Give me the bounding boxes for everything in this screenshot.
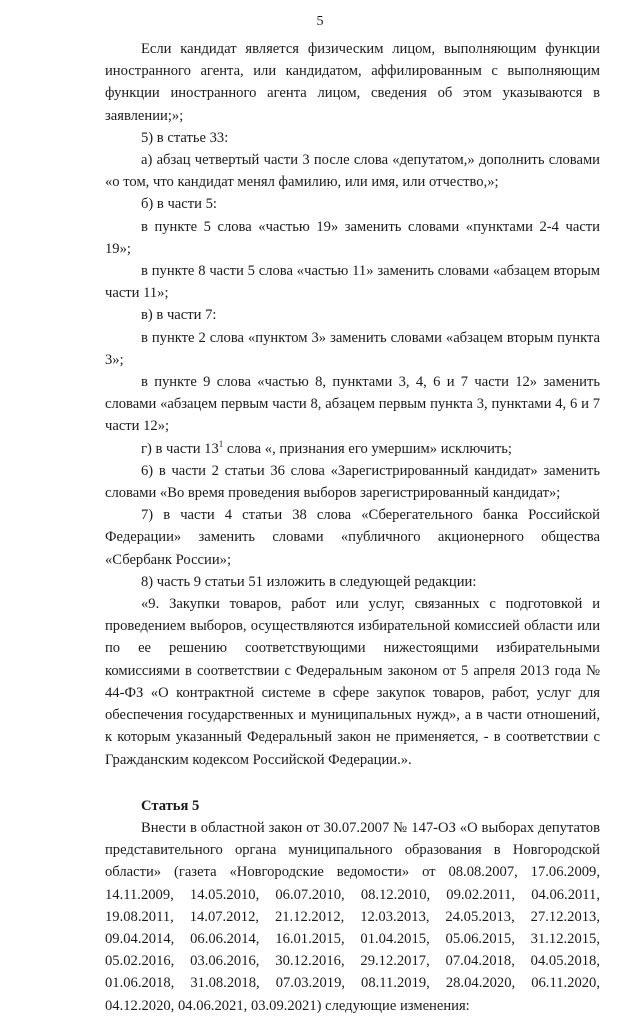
document-body: [105, 38, 600, 1017]
paragraph-item-5b-point-8: в пункте 8 части 5 слова «частью 11» заменить словами «абзацем вторым части 11»;: [105, 263, 600, 302]
paragraph-item-5b-point-5: в пункте 5 слова «частью 19» заменить словами «пунктами 2-4 части 19»;: [105, 218, 600, 257]
paragraph-item-6: 6) в части 2 статьи 36 слова «Зарегистрированный кандидат» заменить словами «Во время проведения выборов зарегистрированный кандидат»;: [105, 462, 600, 502]
paragraph-item-5g-start: г) в части 13: [141, 440, 219, 457]
paragraph-item-5a: а) абзац четвертый части 3 после слова «депутатом,» дополнить словами «о том, что кандидат менял фамилию, или имя, или отчество,»;: [105, 152, 600, 191]
paragraph-item-7: 7) в части 4 статьи 38 слова «Сберегательного банка Российской Федерации» заменить словами «публичного акционерного общества «Сбербанк России»;: [105, 507, 600, 568]
paragraph-item-5g: [105, 438, 600, 460]
article-5-heading: Статья 5: [141, 797, 200, 814]
paragraph-item-5: 5) в статье 33:: [141, 129, 229, 146]
superscript-one: 1: [218, 438, 224, 449]
paragraph-item-5b: б) в части 5:: [141, 196, 217, 213]
paragraph-item-5c-point-2: в пункте 2 слова «пунктом 3» заменить словами «абзацем вторым пункта 3»;: [105, 329, 600, 368]
paragraph-item-5g-end: слова «, признания его умершим» исключить;: [223, 440, 512, 457]
paragraph-procurement-quote: «9. Закупки товаров, работ или услуг, связанных с подготовкой и проведением выборов, осуществляются избирательной комиссией области или по ее решению соответствующими нижестоящими избирательными комиссиями в соответствии с Федеральным законом от 5 апреля 2013 года № 44-ФЗ «О контрактной системе в сфере закупок товаров, работ, услуг для обеспечения государственных и муниципальных нужд», а в части отношений, к которым указанный Федеральный закон не применяется, - в соответствии с Гражданским кодексом Российской Федерации.».: [105, 596, 600, 768]
article-5-text: Внести в областной закон от 30.07.2007 № 147-ОЗ «О выборах депутатов представительного органа муниципального образования в Новгородской области» (газета «Новгородские ведомости» от 08.08.2007, 17.06.2009, 14.11.2009, 14.05.2010, 06.07.2010, 08.12.2010, 09.02.2011, 04.06.2011, 19.08.2011, 14.07.2012, 21.12.2012, 12.03.2013, 24.05.2013, 27.12.2013, 09.04.2014, 06.06.2014, 16.01.2015, 01.04.2015, 05.06.2015, 31.12.2015, 05.02.2016, 03.06.2016, 30.12.2016, 29.12.2017, 07.04.2018, 04.05.2018, 01.06.2018, 31.08.2018, 07.03.2019, 08.11.2019, 28.04.2020, 06.11.2020, 04.12.2020, 04.06.2021, 03.09.2021) следующие изменения:: [105, 819, 600, 1014]
paragraph-item-8: 8) часть 9 статьи 51 изложить в следующей редакции:: [141, 573, 477, 590]
paragraph-item-5c: в) в части 7:: [141, 307, 217, 324]
paragraph-foreign-agent: Если кандидат является физическим лицом, выполняющим функции иностранного агента, или кандидатом, аффилированным с выполняющим функции иностранного агента лицом, сведения об этом указываются в заявлении;»;: [105, 41, 600, 124]
page-number: 5: [316, 14, 324, 29]
paragraph-item-5c-point-9: в пункте 9 слова «частью 8, пунктами 3, 4, 6 и 7 части 12» заменить словами «абзацем первым части 8, абзацем первым пункта 3, пунктами 4, 6 и 7 части 12»;: [105, 374, 600, 435]
